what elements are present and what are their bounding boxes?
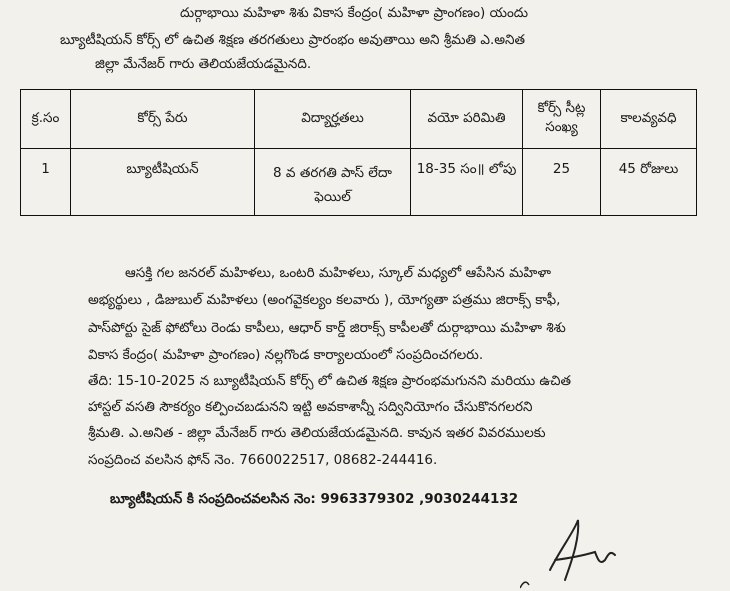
cell-seats: 25 bbox=[523, 149, 601, 216]
signature-icon bbox=[520, 510, 630, 590]
body-line-6: హాస్టల్ వసతి సౌకర్యం కల్పించబడునని ఇట్టి అవకాశాన్నీ సద్వినియోగం చేసుకొనగలరని bbox=[88, 399, 533, 415]
cell-duration: 45 రోజులు bbox=[601, 149, 697, 216]
body-line-2: అభ్యర్థులు , డిజుబుల్ మహిళలు (అంగవైకల్యం కలవారు ), యోగ్యతా పత్రము జిరాక్స్ కాఫీ, bbox=[88, 292, 561, 308]
header-seats: కోర్స్ సీట్ల సంఖ్య bbox=[523, 90, 601, 149]
intro-line-2: బ్యూటీషియన్ కోర్స్ లో ఉచిత శిక్షణ తరగతులు ప్రారంభం అవుతాయి అని శ్రీమతి ఎ.అనిత bbox=[60, 32, 526, 48]
contact-line: బ్యూటీషియన్ కి సంప్రదించవలసిన నెం: 9963379302 ,9030244132 bbox=[110, 491, 519, 507]
intro-line-3: జిల్లా మేనేజర్ గారు తెలియజేయడమైనది. bbox=[95, 56, 312, 72]
body-line-7: శ్రీమతి. ఎ.అనిత - జిల్లా మేనేజర్ గారు తెలియజేయడమైనది. కావున ఇతర వివరములకు bbox=[88, 425, 546, 441]
cell-serial: 1 bbox=[21, 149, 71, 216]
body-line-8: సంప్రదించ వలసిన ఫోన్ నెం. 7660022517, 08682-244416. bbox=[88, 452, 438, 468]
course-table bbox=[20, 89, 697, 216]
cell-course-name: బ్యూటీషియన్ bbox=[71, 149, 255, 216]
table-header-row bbox=[21, 90, 697, 149]
intro-line-1: దుర్గాభాయి మహిళా శిశు వికాస కేంద్రం( మహిళా ప్రాంగణం) యందు bbox=[180, 5, 528, 21]
header-serial: క్ర.సం bbox=[21, 90, 71, 149]
body-line-3: పాస్‌పోర్టు సైజ్ ఫోటోలు రెండు కాపీలు, ఆధార్ కార్డ్ జిరాక్స్ కాపీలతో దుర్గాభాయి మహిళా శిశు bbox=[88, 320, 566, 336]
cell-qualification bbox=[255, 149, 411, 216]
body-line-5: తేది: 15-10-2025 న బ్యూటీషియన్ కోర్స్ లో ఉచిత శిక్షణ ప్రారంభమగునని మరియు ఉచిత bbox=[88, 373, 572, 389]
header-course-name: కోర్స్ పేరు bbox=[71, 90, 255, 149]
cell-qualification-text: 8 వ తరగతి పాస్ లేదా ఫెయిల్ bbox=[273, 165, 392, 205]
header-qualification: విద్యార్హతలు bbox=[255, 90, 411, 149]
header-duration: కాలవ్యవధి bbox=[601, 90, 697, 149]
cell-age-limit: 18-35 సం॥ లోపు bbox=[411, 149, 523, 216]
table-row bbox=[21, 149, 697, 216]
body-line-4: వికాస కేంద్రం( మహిళా ప్రాంగణం) నల్లగొండ కార్యాలయంలో సంప్రదించగలరు. bbox=[88, 347, 484, 363]
body-line-1: ఆసక్తి గల జనరల్ మహిళలు, ఒంటరి మహిళలు, స్కూల్ మధ్యలో ఆపేసిన మహిళా bbox=[125, 265, 551, 281]
header-age-limit: వయో పరిమితి bbox=[411, 90, 523, 149]
